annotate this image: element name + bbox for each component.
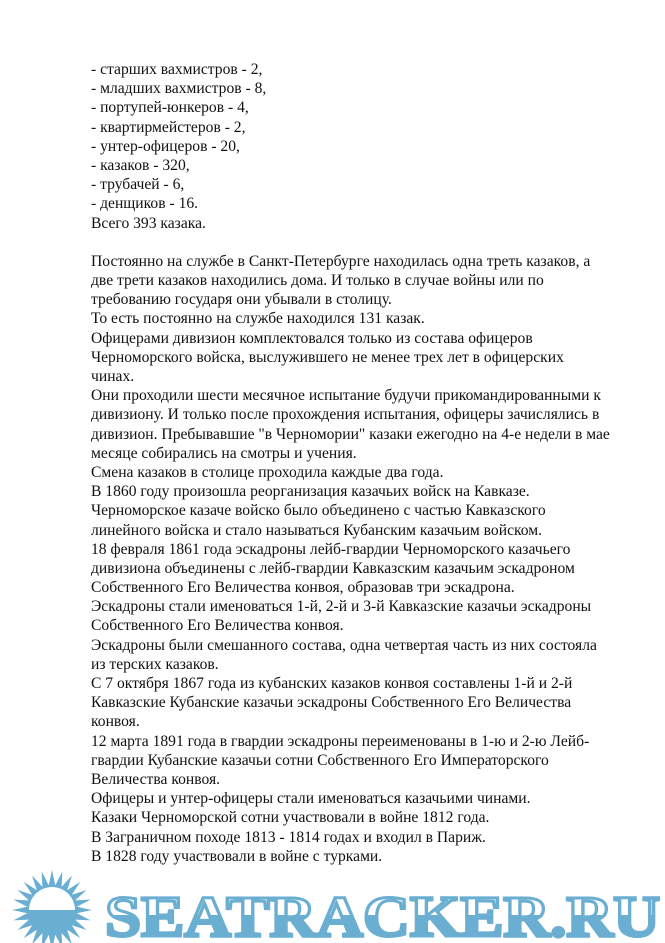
text-line: 18 февраля 1861 года эскадроны лейб-гвардии Черноморского казачьего bbox=[91, 540, 571, 558]
text-line: Постоянно на службе в Санкт-Петербурге находилась одна треть казаков, а bbox=[91, 252, 591, 270]
text-line: чинах. bbox=[91, 368, 135, 385]
watermark-logo bbox=[0, 870, 665, 943]
text-line: Черноморское казаче войско было объединено с частью Кавказского bbox=[91, 502, 546, 520]
text-line: В Заграничном походе 1813 - 1814 годах и входил в Париж. bbox=[91, 828, 486, 846]
list-item: - младших вахмистров - 8, bbox=[91, 80, 267, 98]
list-item: - квартирмейстеров - 2, bbox=[91, 118, 246, 136]
text-line: Они проходили шести месячное испытание будучи прикомандированными к bbox=[91, 387, 601, 405]
text-line: месяце собирались на смотры и учения. bbox=[91, 444, 357, 462]
text-line: дивизион. Пребывавшие "в Черномории" казаки ежегодно на 4-е недели в мае bbox=[91, 425, 610, 443]
text-line: дивизиона объединены с лейб-гвардии Кавказским казачьим эскадроном bbox=[91, 559, 575, 577]
list-item: - денщиков - 16. bbox=[91, 195, 199, 213]
text-line: Офицерами дивизион комплектовался только из состава офицеров bbox=[91, 329, 533, 347]
text-line: Эскадроны стали именоваться 1-й, 2-й и 3-й Кавказские казачьи эскадроны bbox=[91, 598, 592, 616]
text-line: С 7 октября 1867 года из кубанских казаков конвоя составлены 1-й и 2-й bbox=[91, 675, 573, 692]
list-item: - унтер-офицеров - 20, bbox=[91, 137, 240, 155]
list-item: Всего 393 казака. bbox=[91, 214, 206, 232]
list-item: - старших вахмистров - 2, bbox=[91, 61, 263, 78]
text-line: В 1860 году произошла реорганизация казачьих войск на Кавказе. bbox=[91, 483, 530, 501]
document-text bbox=[91, 60, 651, 866]
list-item: - портупей-юнкеров - 4, bbox=[91, 99, 249, 117]
document-body bbox=[91, 252, 651, 866]
text-line: Казаки Черноморской сотни участвовали в войне 1812 года. bbox=[91, 809, 490, 827]
watermark-text: SEATRACKER.RU bbox=[105, 884, 660, 943]
text-line: В 1828 году участвовали в войне с турками. bbox=[91, 847, 383, 865]
text-line: Величества конвоя. bbox=[91, 770, 221, 788]
staff-list bbox=[91, 60, 651, 233]
text-line: Собственного Его Величества конвоя. bbox=[91, 617, 344, 635]
text-line: Черноморского войска, выслужившего не менее трех лет в офицерских bbox=[91, 348, 564, 366]
text-line: гвардии Кубанские казачьи сотни Собственного Его Императорского bbox=[91, 751, 549, 769]
text-line: То есть постоянно на службе находился 131 казак. bbox=[91, 310, 425, 328]
text-line: конвоя. bbox=[91, 713, 140, 731]
paragraph-gap bbox=[91, 233, 651, 252]
sun-icon bbox=[12, 870, 92, 943]
text-line: Офицеры и унтер-офицеры стали именоваться казачьими чинами. bbox=[91, 790, 531, 808]
text-line: две трети казаков находились дома. И только в случае войны или по bbox=[91, 272, 544, 290]
text-line: из терских казаков. bbox=[91, 655, 219, 673]
text-line: линейного войска и стало называться Кубанским казачьим войском. bbox=[91, 521, 543, 539]
text-line: 12 марта 1891 года в гвардии эскадроны переименованы в 1-ю и 2-ю Лейб- bbox=[91, 732, 590, 750]
text-line: Смена казаков в столице проходила каждые два года. bbox=[91, 463, 444, 481]
list-item: - трубачей - 6, bbox=[91, 176, 185, 194]
text-line: Собственного Его Величества конвоя, образовав три эскадрона. bbox=[91, 579, 515, 597]
text-line: Эскадроны были смешанного состава, одна четвертая часть из них состояла bbox=[91, 636, 597, 654]
text-line: требованию государя они убывали в столицу. bbox=[91, 291, 392, 309]
text-line: дивизиону. И только после прохождения испытания, офицеры зачислялись в bbox=[91, 406, 600, 424]
text-line: Кавказские Кубанские казачьи эскадроны Собственного Его Величества bbox=[91, 694, 572, 712]
list-item: - казаков - 320, bbox=[91, 156, 190, 174]
